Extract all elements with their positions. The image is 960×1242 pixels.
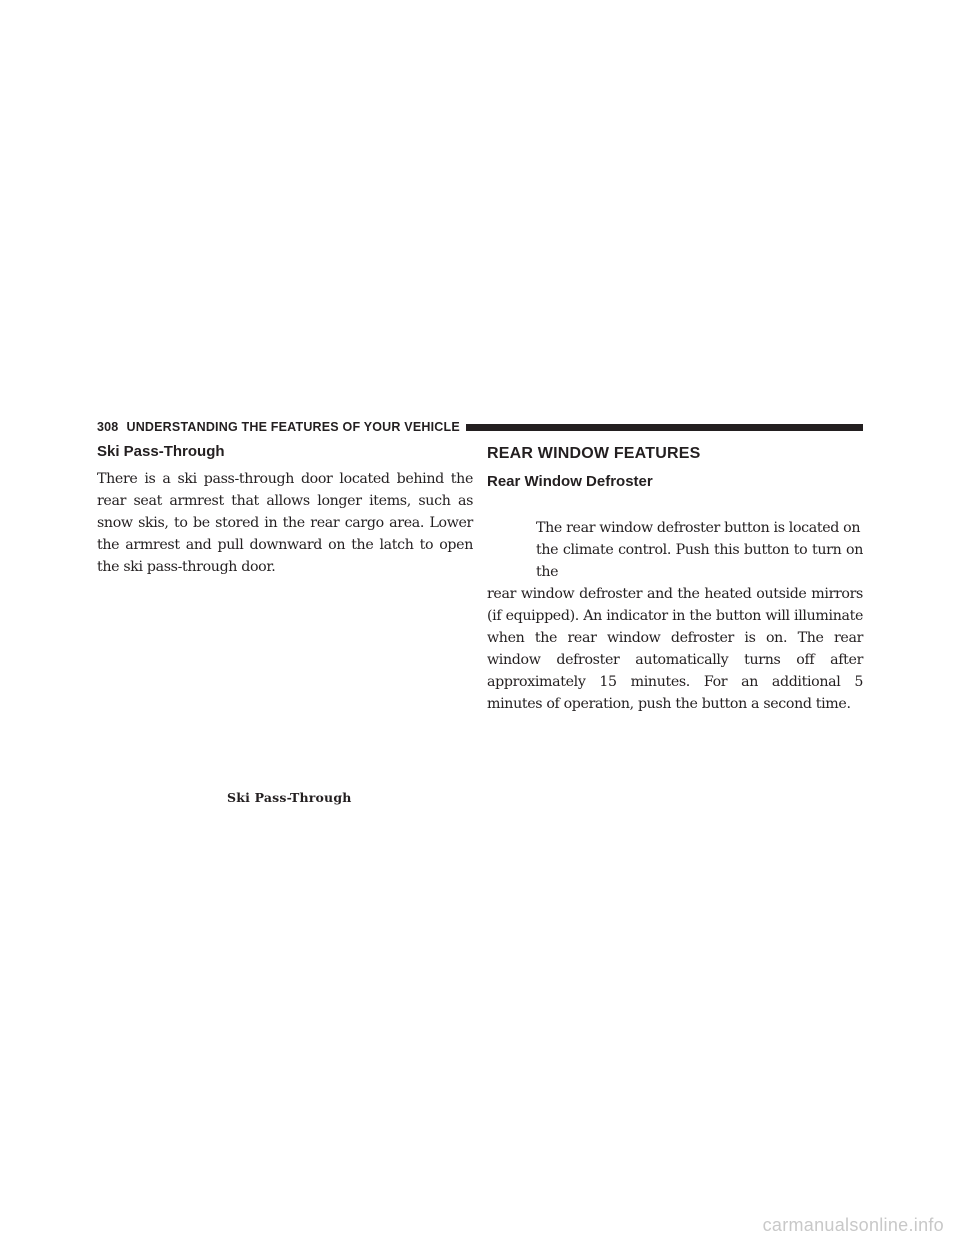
left-column (97, 443, 473, 578)
body-line-2: the climate control. Push this button to turn on the (536, 542, 863, 580)
rear-window-features-heading: REAR WINDOW FEATURES (487, 445, 701, 462)
chapter-title: UNDERSTANDING THE FEATURES OF YOUR VEHICLE (126, 420, 460, 434)
body-line-1: The rear window defroster button is located on (536, 520, 861, 536)
header-rule (466, 424, 863, 431)
body-rest: rear window defroster and the heated outside mirrors (if equipped). An indicator in the button will illuminate when the rear window defroster is on. The rear window defroster automatically turns off after approximately 15 minutes. For an additional 5 minutes of operation, push the button a second time. (487, 586, 863, 712)
rear-window-defroster-heading: Rear Window Defroster (487, 473, 653, 490)
ski-pass-through-body: There is a ski pass-through door located behind the rear seat armrest that allows longer items, such as snow skis, to be stored in the rear cargo area. Lower the armrest and pull downward on the latch to open the ski pass-through door. (97, 471, 473, 575)
rear-window-defroster-body (487, 517, 863, 715)
rear-defroster-icon (487, 514, 527, 554)
running-header (97, 418, 863, 436)
watermark: carmanualsonline.info (762, 1215, 944, 1235)
ski-pass-through-heading: Ski Pass-Through (97, 443, 225, 460)
figure-caption: Ski Pass-Through (227, 790, 352, 805)
page-number: 308 (97, 420, 119, 434)
ski-pass-through-figure (97, 585, 473, 785)
right-column (487, 443, 863, 715)
